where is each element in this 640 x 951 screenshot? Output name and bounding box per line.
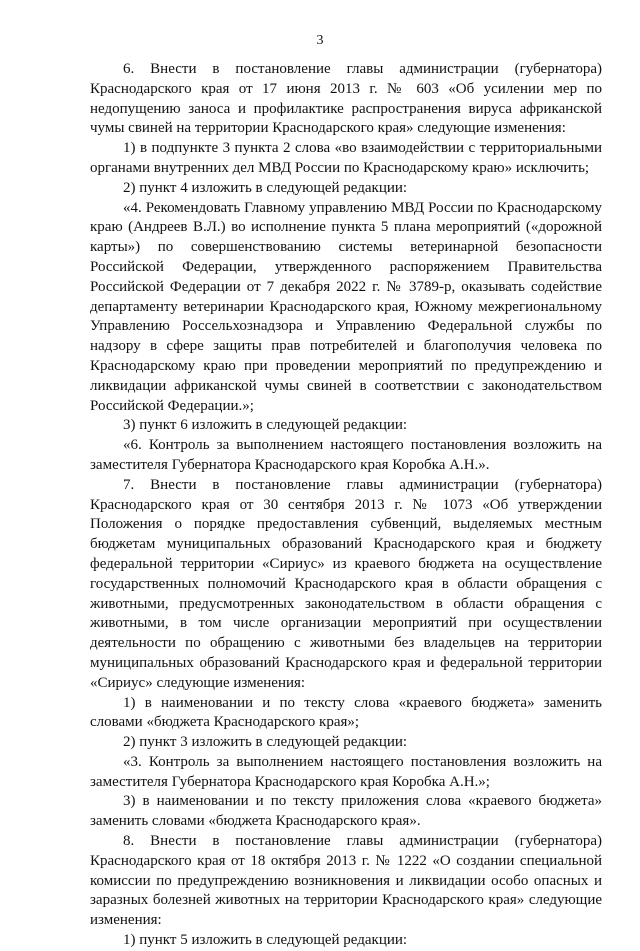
paragraph-7-item-2-text: «3. Контроль за выполнением настоящего постановления возложить на заместителя Губернатора Краснодарского края Коробка А.Н.»; (90, 753, 602, 790)
paragraph-8-item-1: 1) пункт 5 изложить в следующей редакции: (123, 932, 408, 949)
paragraph-6-intro: 6. Внести в постановление главы администрации (губернатора) Краснодарского края от 17 июня 2013 г. № 603 «Об усилении мер по недопущению заноса и профилактике распространения вируса африканской чумы свиней на территории Краснодарского края» следующие изменения: (90, 61, 602, 137)
paragraph-8-intro: 8. Внести в постановление главы администрации (губернатора) Краснодарского края от 18 октября 2013 г. № 1222 «О создании специальной комиссии по предупреждению возникновения и ликвидации особо опасных и заразных болезней животных на территории Краснодарского края» следующие изменения: (90, 833, 602, 929)
paragraph-6-item-1: 1) в подпункте 3 пункта 2 слова «во взаимодействии с территориальными органами внутренних дел МВД России по Краснодарскому краю» исключить; (90, 140, 602, 176)
paragraph-6-item-3-text: «6. Контроль за выполнением настоящего постановления возложить на заместителя Губернатора Краснодарского края Коробка А.Н.». (90, 437, 602, 473)
paragraph-7-intro: 7. Внести в постановление главы администрации (губернатора) Краснодарского края от 30 сентября 2013 г. № 1073 «Об утверждении Положения о порядке предоставления субвенций, выделяемых местным бюджетам муниципальных образований Краснодарского края и бюджету федеральной территории «Сириус» из краевого бюджета на осуществление государственных полномочий Краснодарского края в области обращения с животными, предусмотренных законодательством в области обращения с животными, в том числе организации мероприятий при осуществлении деятельности по обращению с животными без владельцев на территории муниципальных образований Краснодарского края и федеральной территории «Сириус» следующие изменения: (90, 476, 602, 691)
paragraph-7-item-2: 2) пункт 3 изложить в следующей редакции: (123, 734, 408, 751)
page-number: 3 (316, 33, 324, 48)
paragraph-6-item-3: 3) пункт 6 изложить в следующей редакции: (123, 417, 408, 434)
document-body (90, 60, 602, 951)
paragraph-7-item-3: 3) в наименовании и по тексту приложения слова «краевого бюджета» заменить словами «бюджета Краснодарского края». (90, 793, 602, 830)
paragraph-6-item-2-text: «4. Рекомендовать Главному управлению МВД России по Краснодарскому краю (Андреев В.Л.) во исполнение пункта 5 плана мероприятий («дорожной карты») по совершенствованию системы ветеринарной безопасности Российской Федерации, утвержденного распоряжением Правительства Российской Федерации от 7 декабря 2022 г. № 3789-р, оказывать содействие департаменту ветеринарии Краснодарского края, Южному межрегиональному Управлению Россельхознадзора и Управлению Федеральной службы по надзору в сфере защиты прав потребителей и благополучия человека по Краснодарскому краю при проведении мероприятий по предупреждению и ликвидации африканской чумы свиней в соответствии с законодательством Российской Федерации.»; (90, 199, 602, 414)
paragraph-7-item-1: 1) в наименовании и по тексту слова «краевого бюджета» заменить словами «бюджета Краснодарского края»; (90, 694, 602, 731)
paragraph-6-item-2: 2) пункт 4 изложить в следующей редакции: (123, 179, 408, 196)
